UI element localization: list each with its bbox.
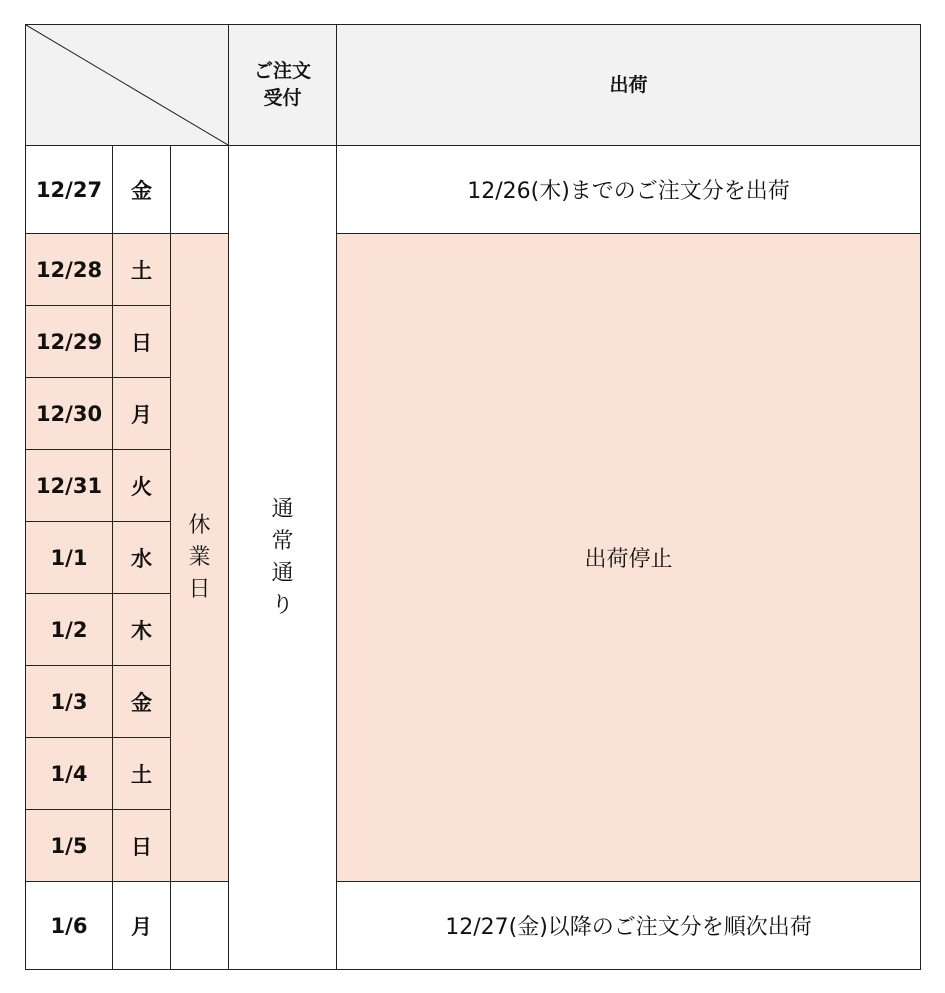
header-row	[26, 25, 921, 146]
weekday-cell: 土	[113, 738, 171, 810]
table-row	[26, 234, 921, 306]
date-cell: 12/28	[26, 234, 113, 306]
holiday-cell	[171, 234, 229, 882]
date-cell: 12/30	[26, 378, 113, 450]
date-cell: 1/5	[26, 810, 113, 882]
weekday-cell: 日	[113, 306, 171, 378]
order-status-cell	[229, 146, 337, 970]
date-cell: 1/3	[26, 666, 113, 738]
order-status-text: 通常通り	[271, 496, 294, 618]
weekday-cell: 金	[113, 146, 171, 234]
weekday-cell: 土	[113, 234, 171, 306]
shipping-schedule-table	[25, 24, 921, 970]
weekday-cell: 金	[113, 666, 171, 738]
diagonal-line	[26, 25, 228, 145]
date-cell: 1/6	[26, 882, 113, 970]
weekday-cell: 木	[113, 594, 171, 666]
empty-cell	[171, 146, 229, 234]
date-cell: 12/29	[26, 306, 113, 378]
weekday-cell: 月	[113, 378, 171, 450]
order-header: ご注文受付	[229, 25, 337, 146]
shipping-stopped-cell: 出荷停止	[337, 234, 921, 882]
weekday-cell: 火	[113, 450, 171, 522]
corner-cell	[26, 25, 229, 146]
ship-header: 出荷	[337, 25, 921, 146]
date-cell: 12/27	[26, 146, 113, 234]
date-cell: 1/4	[26, 738, 113, 810]
date-cell: 1/2	[26, 594, 113, 666]
weekday-cell: 日	[113, 810, 171, 882]
holiday-text: 休業日	[188, 512, 211, 602]
shipping-last-cell: 12/27(金)以降のご注文分を順次出荷	[337, 882, 921, 970]
date-cell: 1/1	[26, 522, 113, 594]
table-row	[26, 882, 921, 970]
date-cell: 12/31	[26, 450, 113, 522]
weekday-cell: 水	[113, 522, 171, 594]
empty-cell	[171, 882, 229, 970]
shipping-first-cell: 12/26(木)までのご注文分を出荷	[337, 146, 921, 234]
table-row	[26, 146, 921, 234]
weekday-cell: 月	[113, 882, 171, 970]
